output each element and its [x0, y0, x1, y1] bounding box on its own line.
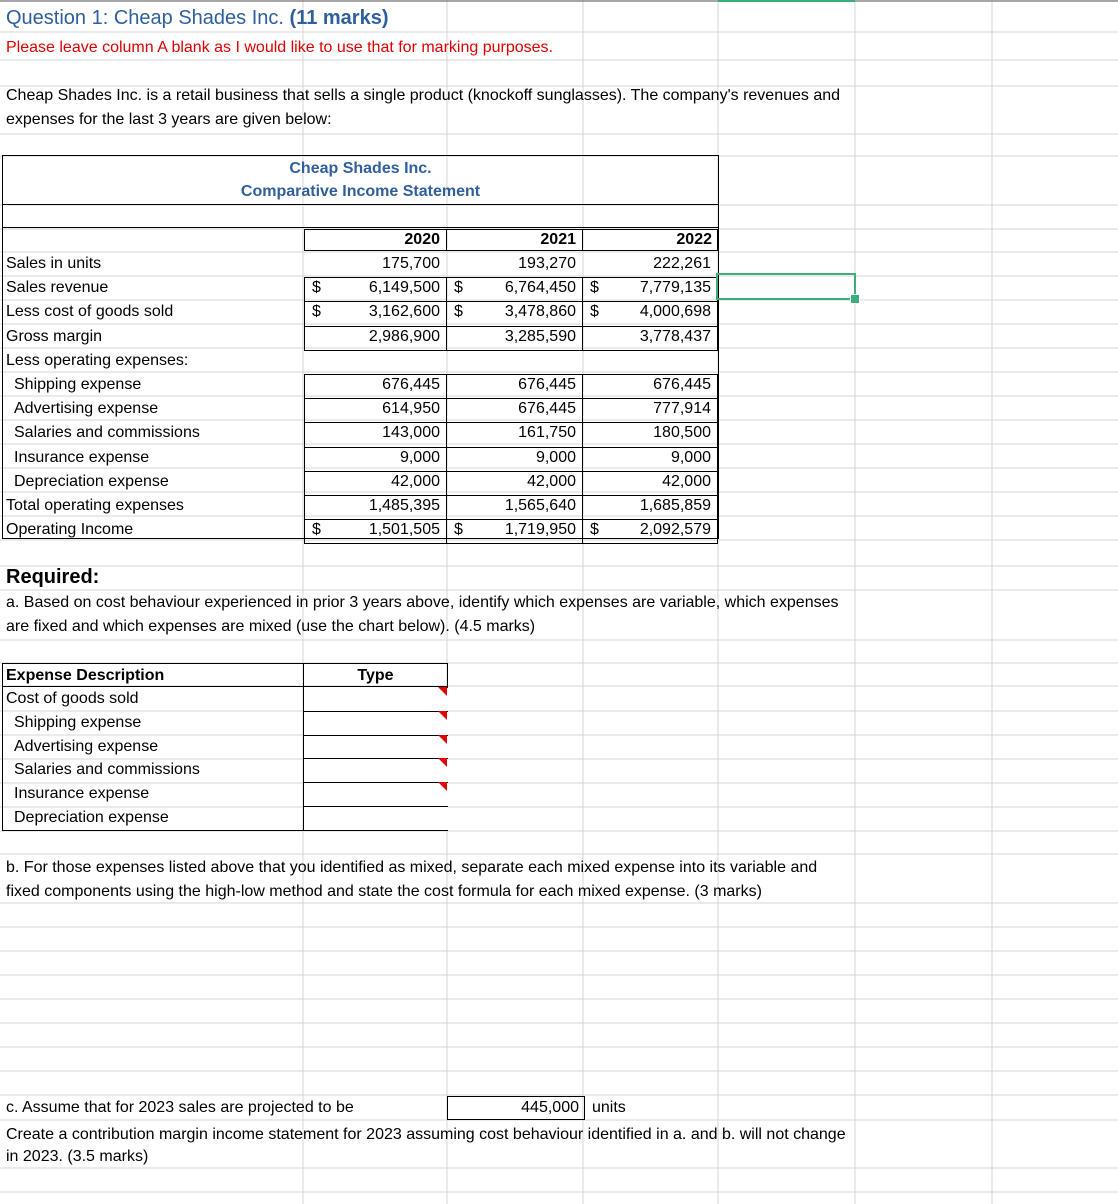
statement-value: 1,501,505 — [368, 521, 440, 539]
part-c-prefix: c. Assume that for 2023 sales are projected to be — [6, 1099, 354, 1116]
statement-value: 1,565,640 — [504, 497, 576, 514]
statement-row-label: Operating Income — [6, 521, 134, 539]
expense-type-input[interactable] — [304, 688, 448, 712]
statement-value: 4,000,698 — [639, 303, 711, 321]
statement-value: 9,000 — [399, 448, 440, 466]
statement-value: 1,685,859 — [639, 497, 711, 514]
comment-indicator-icon[interactable] — [438, 687, 447, 696]
intro-line-1: Cheap Shades Inc. is a retail business that sells a single product (knockoff sunglasses). The company's revenues and — [6, 87, 841, 104]
expense-type-input[interactable] — [304, 807, 448, 831]
statement-row-label: Gross margin — [6, 327, 103, 345]
statement-value: 6,149,500 — [368, 279, 440, 297]
statement-value: 676,445 — [653, 376, 711, 393]
dollar-sign: $ — [454, 521, 463, 539]
statement-value: 193,270 — [518, 255, 576, 272]
statement-value: 3,162,600 — [368, 303, 440, 321]
statement-title: Comparative Income Statement — [240, 183, 481, 200]
part-c-line-3: in 2023. (3.5 marks) — [6, 1148, 149, 1165]
statement-row-label: Total operating expenses — [6, 497, 184, 514]
column-a-note: Please leave column A blank as I would like to use that for marking purposes. — [6, 39, 553, 56]
fill-handle[interactable] — [850, 294, 860, 304]
expense-item: Insurance expense — [14, 785, 150, 803]
dollar-sign: $ — [454, 303, 463, 321]
statement-row-label: Shipping expense — [14, 376, 142, 393]
statement-value: 1,485,395 — [368, 497, 440, 514]
projected-units-label: units — [592, 1099, 626, 1116]
statement-value: 676,445 — [382, 376, 440, 393]
statement-value: 3,285,590 — [504, 327, 576, 345]
dollar-sign: $ — [590, 303, 599, 321]
statement-value: 6,764,450 — [504, 279, 576, 297]
question-title-text: Question 1: Cheap Shades Inc. — [6, 7, 284, 29]
required-heading: Required: — [6, 566, 100, 588]
part-a-line-2: are fixed and which expenses are mixed (use the chart below). (4.5 marks) — [6, 618, 536, 635]
statement-value: 42,000 — [527, 472, 576, 490]
statement-value: 614,950 — [382, 400, 440, 418]
statement-value: 42,000 — [391, 472, 440, 490]
statement-value: 3,778,437 — [639, 327, 711, 345]
expense-item: Shipping expense — [14, 713, 142, 731]
part-b-line-2: fixed components using the high-low method and state the cost formula for each mixed expense. (3 marks) — [6, 883, 762, 900]
question-marks: (11 marks) — [289, 7, 389, 29]
expense-item: Depreciation expense — [14, 809, 169, 826]
statement-value: 180,500 — [653, 424, 711, 442]
expense-type-input[interactable] — [304, 736, 448, 760]
part-b-line-1: b. For those expenses listed above that you identified as mixed, separate each mixed expense into its variable and — [6, 859, 818, 876]
statement-value: 222,261 — [653, 255, 711, 272]
expense-col-header: Expense Description — [6, 667, 165, 684]
type-col-header: Type — [357, 667, 394, 684]
dollar-sign: $ — [590, 279, 599, 297]
comment-indicator-icon[interactable] — [438, 782, 447, 791]
statement-row-label: Salaries and commissions — [14, 424, 200, 442]
expense-table-header-rule — [2, 686, 448, 687]
statement-value: 2,986,900 — [368, 327, 440, 345]
year-2020: 2020 — [404, 231, 440, 248]
statement-value: 2,092,579 — [639, 521, 711, 539]
comment-indicator-icon[interactable] — [438, 735, 447, 744]
statement-row-label: Less operating expenses: — [6, 351, 189, 369]
expense-type-input[interactable] — [304, 712, 448, 736]
question-title — [6, 6, 389, 30]
statement-row-label: Less cost of goods sold — [6, 303, 174, 321]
part-c-line-2: Create a contribution margin income statement for 2023 assuming cost behaviour identified in a. and b. will not change — [6, 1126, 846, 1143]
expense-item: Cost of goods sold — [6, 690, 139, 707]
comment-indicator-icon[interactable] — [438, 758, 447, 767]
statement-value: 9,000 — [535, 448, 576, 466]
dollar-sign: $ — [454, 279, 463, 297]
statement-row-label: Depreciation expense — [14, 472, 169, 490]
expense-type-input[interactable] — [304, 783, 448, 807]
projected-units-value: 445,000 — [521, 1099, 579, 1116]
statement-value: 3,478,860 — [504, 303, 576, 321]
statement-value: 42,000 — [662, 472, 711, 490]
statement-value: 161,750 — [518, 424, 576, 442]
statement-value: 175,700 — [382, 255, 440, 272]
expense-item: Salaries and commissions — [14, 761, 200, 779]
statement-value: 9,000 — [670, 448, 711, 466]
statement-row-label: Advertising expense — [14, 400, 159, 418]
statement-spacer-row — [2, 204, 719, 228]
statement-value: 7,779,135 — [639, 279, 711, 297]
dollar-sign: $ — [590, 521, 599, 539]
year-2021: 2021 — [540, 231, 576, 248]
statement-value: 1,719,950 — [504, 521, 576, 539]
statement-row-label: Insurance expense — [14, 448, 150, 466]
dollar-sign: $ — [312, 303, 321, 321]
statement-company: Cheap Shades Inc. — [289, 160, 432, 177]
intro-line-2: expenses for the last 3 years are given below: — [6, 111, 332, 128]
year-2022: 2022 — [676, 231, 712, 248]
statement-value: 676,445 — [518, 400, 576, 418]
expense-item: Advertising expense — [14, 737, 159, 755]
dollar-sign: $ — [312, 521, 321, 539]
selected-cell[interactable] — [716, 273, 856, 300]
statement-row-label: Sales in units — [6, 255, 102, 272]
comment-indicator-icon[interactable] — [438, 711, 447, 720]
statement-value: 676,445 — [518, 376, 576, 393]
statement-value: 143,000 — [382, 424, 440, 442]
expense-type-input[interactable] — [304, 759, 448, 783]
statement-value: 777,914 — [653, 400, 711, 418]
part-a-line-1: a. Based on cost behaviour experienced in prior 3 years above, identify which expenses are variable, which expenses — [6, 594, 839, 611]
statement-row-label: Sales revenue — [6, 279, 109, 297]
dollar-sign: $ — [312, 279, 321, 297]
